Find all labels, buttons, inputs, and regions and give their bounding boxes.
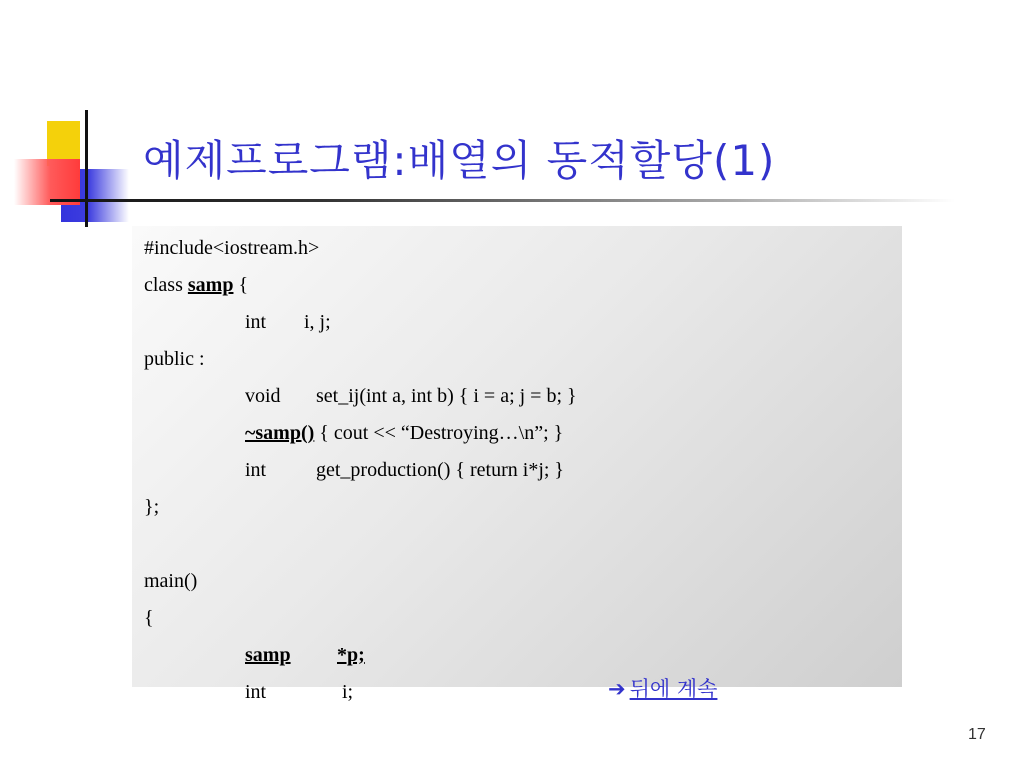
code-line-set-ij: set_ij(int a, int b) { i = a; j = b; } — [316, 385, 577, 407]
code-line-main: main() — [144, 570, 198, 592]
vertical-rule — [85, 110, 88, 227]
code-line-int-i-var: i; — [342, 681, 354, 703]
page-number: 17 — [968, 726, 986, 743]
code-line-get-production: get_production() { return i*j; } — [316, 459, 565, 481]
code-line-members: int — [245, 311, 267, 333]
code-line-set-ij-type: void — [245, 385, 281, 407]
destructor-name: ~samp() — [245, 422, 315, 444]
continued-note — [608, 673, 717, 703]
code-line-destructor: ~samp() { cout << “Destroying…\n”; } — [245, 422, 564, 444]
slide-title: 예제프로그램:배열의 동적할당(1) — [143, 136, 776, 185]
continued-text: 뒤에 계속 — [629, 677, 718, 701]
code-line-class-end: }; — [144, 496, 160, 518]
right-arrow-icon: ➔ — [608, 677, 626, 701]
code-line-open-brace: { — [144, 607, 154, 629]
code-line-get-production-type: int — [245, 459, 267, 481]
code-line-public: public : — [144, 348, 205, 370]
code-line-class: class samp { — [144, 274, 249, 296]
class-name-samp: samp — [187, 274, 234, 296]
code-line-include: #include<iostream.h> — [144, 237, 320, 259]
code-line-members-vars: i, j; — [304, 311, 331, 333]
title-underline-rule — [50, 199, 955, 202]
code-line-int-i-type: int — [245, 681, 267, 703]
code-line-pointer-type: samp — [245, 644, 291, 666]
code-line-pointer-var: *p; — [337, 644, 365, 666]
